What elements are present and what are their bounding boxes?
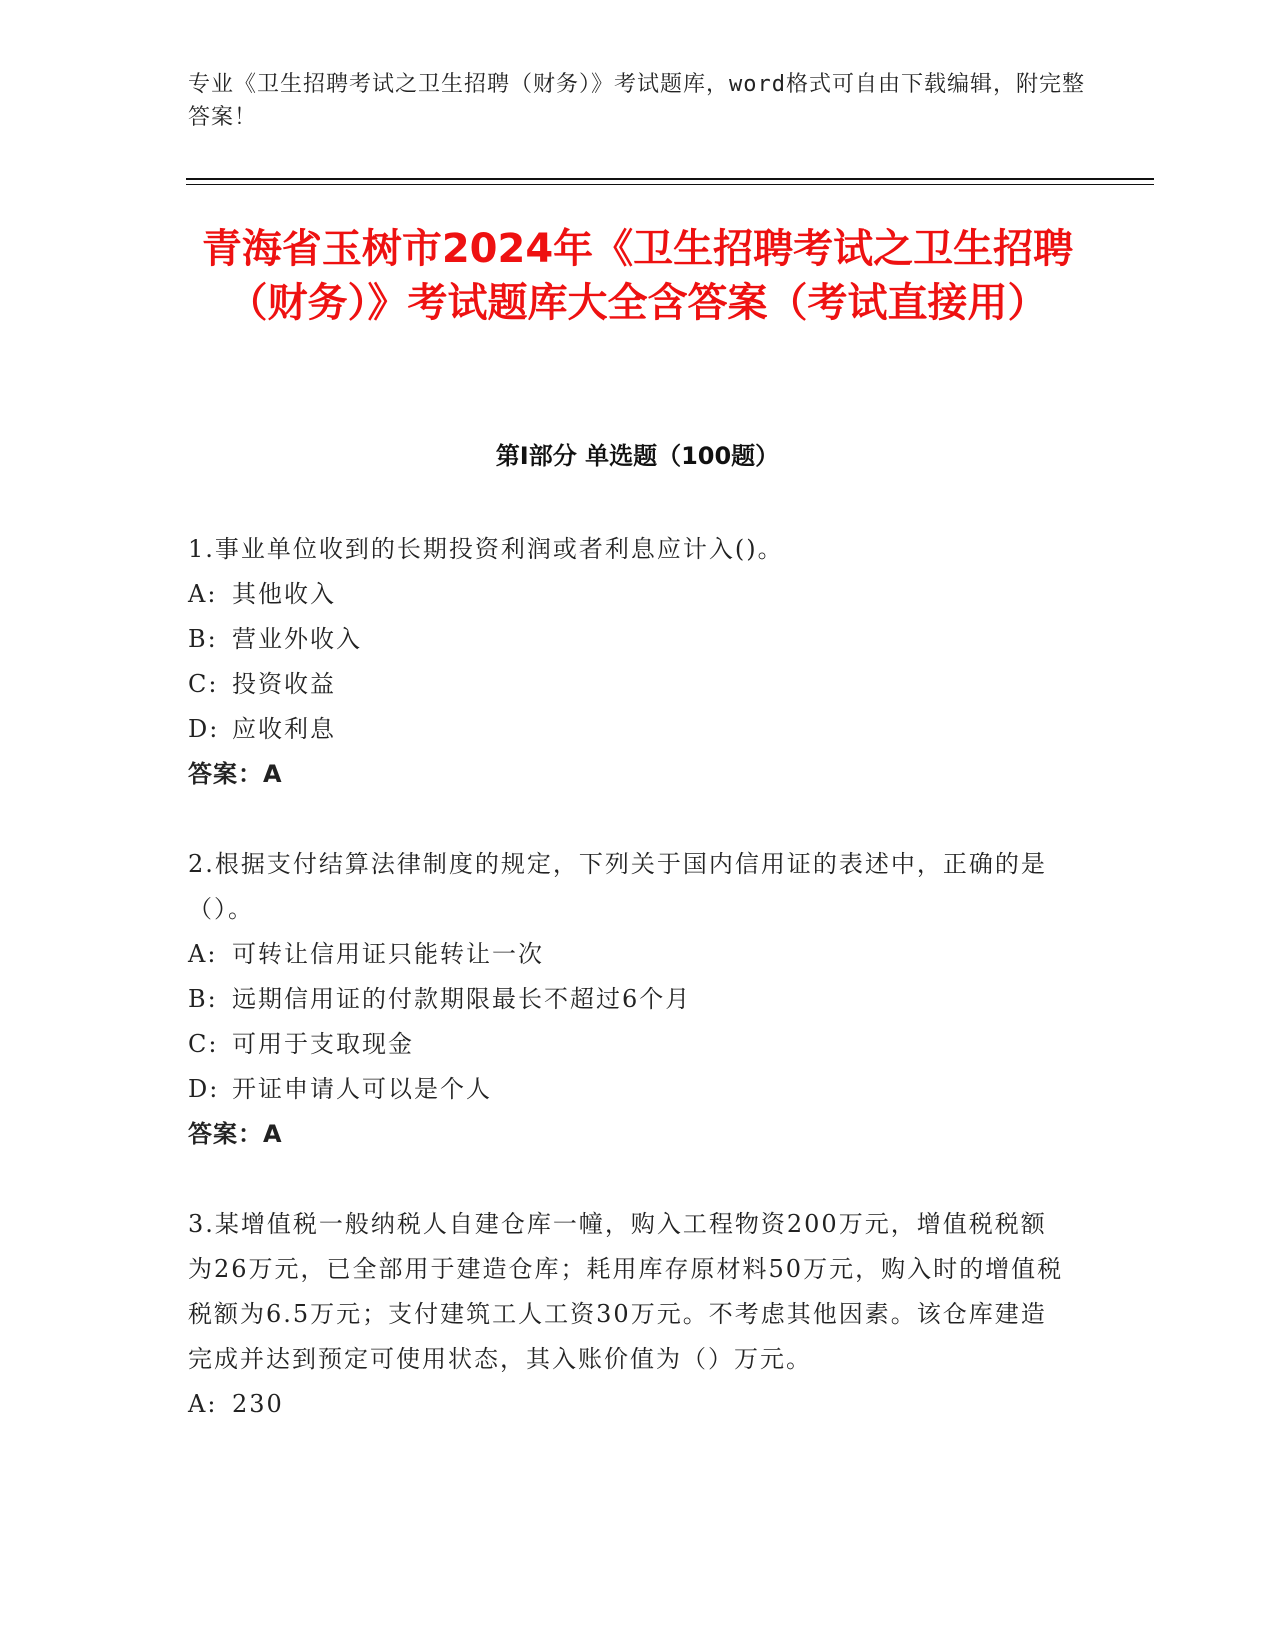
section-heading: 第I部分 单选题（100题） <box>495 442 780 470</box>
header-divider-thick <box>186 178 1154 180</box>
option-text: 可转让信用证只能转让一次 <box>232 940 544 968</box>
option-b <box>188 977 1068 1022</box>
question-2 <box>188 842 1068 1157</box>
option-b <box>188 617 1068 662</box>
option-text: 230 <box>232 1390 284 1418</box>
answer-line: 答案：A <box>188 1120 283 1148</box>
header-divider-thin <box>186 184 1154 185</box>
option-text: 远期信用证的付款期限最长不超过6个月 <box>232 985 692 1013</box>
option-key: A: <box>188 580 218 608</box>
option-text: 营业外收入 <box>232 625 362 653</box>
answer-line: 答案：A <box>188 760 283 788</box>
option-c <box>188 662 1068 707</box>
option-key: D: <box>188 1075 220 1103</box>
question-3 <box>188 1202 1068 1427</box>
option-key: C: <box>188 670 219 698</box>
question-stem: 2.根据支付结算法律制度的规定，下列关于国内信用证的表述中，正确的是（）。 <box>188 850 1047 923</box>
option-text: 可用于支取现金 <box>232 1030 414 1058</box>
option-a <box>188 572 1068 617</box>
option-key: B: <box>188 625 218 653</box>
option-key: D: <box>188 715 220 743</box>
option-key: B: <box>188 985 218 1013</box>
document-title: 青海省玉树市2024年《卫生招聘考试之卫生招聘（财务）》考试题库大全含答案（考试直接用） <box>201 226 1074 326</box>
option-d <box>188 1067 1068 1112</box>
header-note: 专业《卫生招聘考试之卫生招聘（财务）》考试题库，word格式可自由下载编辑，附完整答案！ <box>188 72 1085 130</box>
question-stem: 3.某增值税一般纳税人自建仓库一幢，购入工程物资200万元，增值税税额为26万元，已全部用于建造仓库；耗用库存原材料50万元，购入时的增值税税额为6.5万元；支付建筑工人工资30万元。不考虑其他因素。该仓库建造完成并达到预定可使用状态，其入账价值为（）万元。 <box>188 1210 1064 1373</box>
option-key: A: <box>188 940 218 968</box>
question-stem: 1.事业单位收到的长期投资利润或者利息应计入()。 <box>188 535 784 563</box>
option-key: A: <box>188 1390 218 1418</box>
question-list <box>188 527 1068 1472</box>
option-a <box>188 932 1068 977</box>
option-key: C: <box>188 1030 219 1058</box>
question-1 <box>188 527 1068 797</box>
option-d <box>188 707 1068 752</box>
option-text: 应收利息 <box>232 715 336 743</box>
option-text: 投资收益 <box>232 670 336 698</box>
option-a <box>188 1382 1068 1427</box>
option-text: 开证申请人可以是个人 <box>232 1075 492 1103</box>
option-text: 其他收入 <box>232 580 336 608</box>
option-c <box>188 1022 1068 1067</box>
